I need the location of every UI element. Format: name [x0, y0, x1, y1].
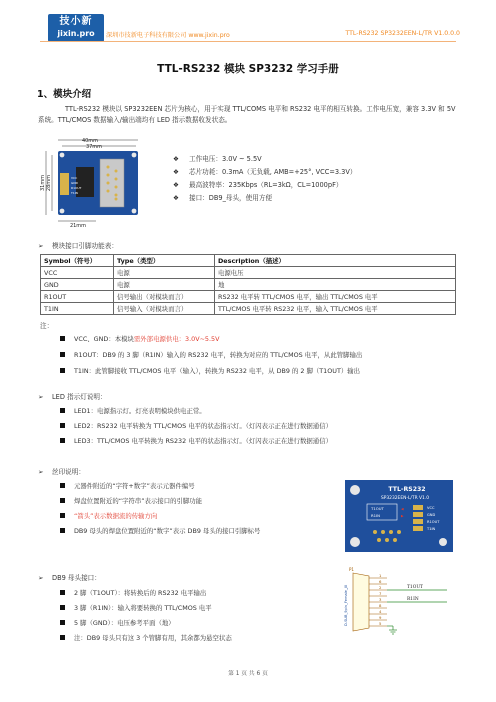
- spec-item: ❖ 最高波特率：235Kbps（RL=3kΩ，CL=1000pF）: [173, 179, 356, 192]
- arrow-bullet-icon: ➢: [38, 242, 44, 250]
- table-row: GND 电源 地: [41, 279, 456, 291]
- note-item: VCC、GND：本模块需外部电源供电：3.0V~5.5V: [60, 334, 219, 343]
- square-bullet-icon: [60, 352, 65, 357]
- diamond-bullet-icon: ❖: [173, 168, 179, 176]
- square-bullet-icon: [60, 513, 65, 518]
- power-warning: 需外部电源供电：3.0V~5.5V: [133, 335, 220, 343]
- db9-schematic: [343, 566, 453, 638]
- board-pin-vcc: VCC: [71, 176, 78, 180]
- square-bullet-icon: [60, 590, 65, 595]
- db9-item: 2 脚（T1OUT）：将转换后的 RS232 电平输出: [60, 588, 206, 597]
- silkscreen-photo: [345, 480, 453, 552]
- square-bullet-icon: [60, 423, 65, 428]
- board-pin-r1out: R1OUT: [71, 186, 82, 190]
- silk-item: 焊盘位置附近的“字符串”表示接口的引脚功能: [60, 496, 202, 505]
- led-item: LED1：电源指示灯。灯亮表明模块供电正常。: [60, 406, 206, 415]
- note-label: 注：: [40, 322, 54, 330]
- module-dimension-drawing: [40, 137, 140, 229]
- page-title: TTL-RS232 模块 SP3232 学习手册: [157, 63, 339, 75]
- dim-top-40: 40mm: [81, 138, 99, 144]
- led-item: LED2：RS232 电平转换为 TTL/CMOS 电平的状态指示灯。（灯闪表示正在进行数据通信）: [60, 421, 332, 430]
- header-divider: [40, 41, 456, 42]
- column-header: Description（描述）: [215, 255, 456, 267]
- db9-pin-label: 8: [379, 603, 382, 608]
- led-section-heading: ➢ LED 指示灯说明：: [38, 393, 107, 401]
- square-bullet-icon: [60, 620, 65, 625]
- led-item: LED3：TTL/CMOS 电平转换为 RS232 电平的状态指示灯。（灯闪表示正在进行数据通信）: [60, 436, 332, 445]
- table-row: R1OUT 信号输出（对模块而言） RS232 电平转 TTL/CMOS 电平，输出 TTL/CMOS 电平: [41, 291, 456, 303]
- table-row: T1IN 信号输入（对模块而言） TTL/CMOS 电平转 RS232 电平，输入 TTL/CMOS 电平: [41, 303, 456, 315]
- db9-pin-label: 5: [379, 621, 382, 626]
- square-bullet-icon: [60, 528, 65, 533]
- silk-arrow-right-icon: ▶: [401, 514, 404, 518]
- db9-pin-label: 2: [379, 585, 382, 590]
- pin-table-heading: ➢ 模块接口引脚功能表：: [38, 242, 118, 250]
- square-bullet-icon: [60, 368, 65, 373]
- db9-pin-label: 7: [379, 591, 382, 596]
- company-name: 深圳市技新电子科技有限公司 www.jixin.pro: [106, 32, 230, 39]
- db9-pin-label: 9: [379, 615, 382, 620]
- db9-pin-label: 4: [379, 609, 382, 614]
- silk-title: TTL-RS232: [388, 486, 426, 493]
- diamond-bullet-icon: ❖: [173, 181, 179, 189]
- silk-item: DB9 母头的焊盘位置附近的“数字”表示 DB9 母头的接口引脚标号: [60, 526, 260, 535]
- silk-subtitle: SP3232EEN-L/TR V1.0: [380, 496, 430, 501]
- note-item: R1OUT：DB9 的 3 脚（R1IN）输入的 RS232 电平，转换为对应的 TTL/CMOS 电平，从此管脚输出: [60, 350, 362, 359]
- silk-label-t1in: T1IN: [427, 527, 436, 531]
- dim-left-28: 28mm: [46, 174, 52, 192]
- spec-item: ❖ 接口：DB9_母头，使用方便: [173, 192, 356, 205]
- logo-cn: 技小新: [59, 16, 93, 27]
- spec-item: ❖ 工作电压：3.0V ~ 5.5V: [173, 153, 356, 166]
- page-header: [0, 0, 496, 50]
- square-bullet-icon: [60, 605, 65, 610]
- square-bullet-icon: [60, 438, 65, 443]
- dim-top-37: 37mm: [85, 144, 103, 150]
- dim-left-31: 31mm: [40, 174, 46, 192]
- silk-label-r1in: R1IN: [371, 513, 381, 518]
- document-version: TTL-RS232 SP3232EEN-L/TR V1.0.0.0: [345, 30, 460, 37]
- silk-section-heading: ➢ 丝印说明：: [38, 468, 85, 476]
- silk-item: 元器件附近的“字符+数字”表示元器件编号: [60, 481, 195, 490]
- db9-item: 注：DB9 母头只有这 3 个管脚有用，其余都为悬空状态: [60, 633, 232, 642]
- arrow-bullet-icon: ➢: [38, 574, 44, 582]
- silk-arrow-left-icon: ◀: [401, 507, 404, 511]
- board-pin-gnd: GND: [71, 181, 78, 185]
- silk-label-vcc: VCC: [427, 506, 435, 510]
- board-pin-t1in: T1IN: [71, 191, 78, 195]
- db9-item: 3 脚（R1IN）：输入将要转换的 TTL/CMOS 电平: [60, 603, 212, 612]
- db9-pin-label: 3: [379, 597, 382, 602]
- square-bullet-icon: [60, 635, 65, 640]
- column-header: Type（类型）: [114, 255, 215, 267]
- dim-bottom-21: 21mm: [69, 223, 87, 229]
- db9-section-heading: ➢ DB9 母头接口：: [38, 574, 101, 582]
- arrow-bullet-icon: ➢: [38, 393, 44, 401]
- silk-label-r1out: R1OUT: [427, 520, 440, 524]
- db9-ref: P1: [349, 567, 354, 572]
- column-header: Symbol（符号）: [41, 255, 114, 267]
- note-item: T1IN：此管脚接收 TTL/CMOS 电平（输入），转换为 RS232 电平，从 DB9 的 2 脚（T1OUT）输出: [60, 366, 360, 375]
- logo-en: jixin.pro: [57, 29, 95, 38]
- square-bullet-icon: [60, 408, 65, 413]
- db9-net-t1out: T1OUT: [407, 585, 423, 590]
- diamond-bullet-icon: ❖: [173, 155, 179, 163]
- db9-item: 5 脚（GND）：电压参考平面（地）: [60, 618, 175, 627]
- spec-item: ❖ 芯片功耗：0.3mA（无负载, AMB=+25°, VCC=3.3V）: [173, 166, 356, 179]
- diamond-bullet-icon: ❖: [173, 194, 179, 202]
- section-heading: 1、模块介绍: [37, 89, 92, 100]
- table-row: VCC 电源 电源电压: [41, 267, 456, 279]
- company-logo: [48, 14, 104, 42]
- spec-list: [173, 153, 356, 205]
- pin-function-table: [40, 254, 456, 315]
- table-header-row: [41, 255, 456, 267]
- page-footer: 第 1 页 共 6 页: [228, 671, 268, 677]
- square-bullet-icon: [60, 336, 65, 341]
- db9-part-name: D-SUB_9pin_Female_JX: [344, 584, 348, 626]
- square-bullet-icon: [60, 483, 65, 488]
- db9-pin-label: 1: [379, 573, 382, 578]
- square-bullet-icon: [60, 498, 65, 503]
- silk-item: “箭头”表示数据流的传输方向: [60, 511, 157, 520]
- silk-label-t1out: T1OUT: [371, 506, 384, 511]
- arrow-bullet-icon: ➢: [38, 468, 44, 476]
- silk-label-gnd: GND: [427, 513, 436, 517]
- intro-paragraph: TTL-RS232 模块以 SP3232EEN 芯片为核心，用于实现 TTL/COMS 电平和 RS232 电平的相互转换。工作电压宽，兼容 3.3V 和 5V 系统。TTL/CMOS 数据输入/输出端均有 LED 指示数据收发状态。: [38, 105, 456, 124]
- db9-pin-label: 6: [379, 579, 382, 584]
- db9-net-r1in: R1IN: [407, 597, 419, 602]
